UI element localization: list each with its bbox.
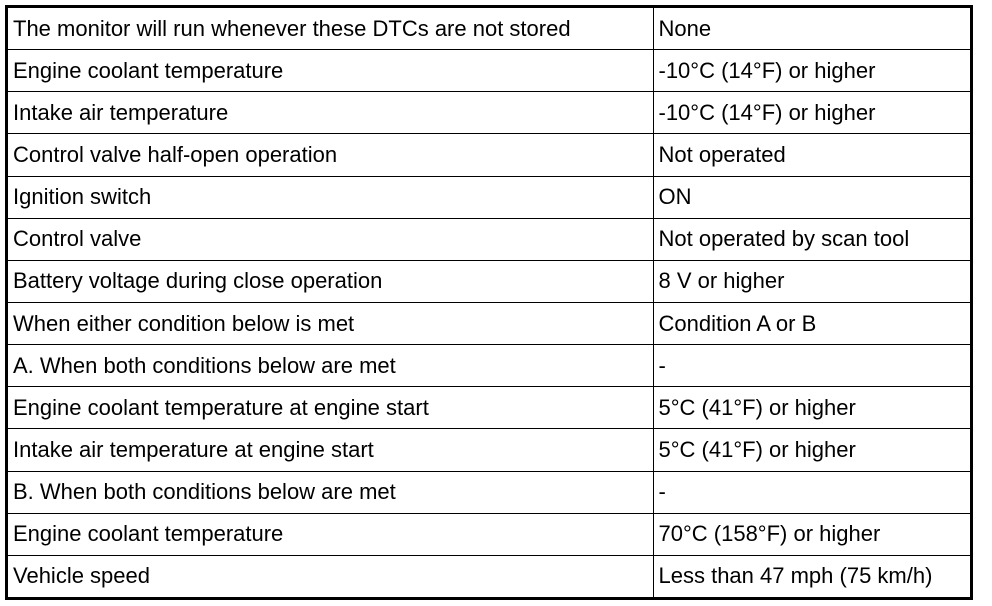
condition-value: Not operated — [653, 134, 970, 176]
condition-label: The monitor will run whenever these DTCs are not stored — [8, 8, 653, 50]
condition-value: Not operated by scan tool — [653, 218, 970, 260]
condition-label: Intake air temperature — [8, 92, 653, 134]
table-row — [8, 513, 970, 555]
monitor-conditions-table-frame — [5, 5, 973, 600]
table-row — [8, 260, 970, 302]
table-row — [8, 302, 970, 344]
condition-label: Vehicle speed — [8, 555, 653, 597]
condition-value: -10°C (14°F) or higher — [653, 92, 970, 134]
condition-value: 8 V or higher — [653, 260, 970, 302]
table-row — [8, 345, 970, 387]
table-row — [8, 471, 970, 513]
condition-label: Engine coolant temperature — [8, 513, 653, 555]
condition-label: When either condition below is met — [8, 302, 653, 344]
monitor-conditions-table — [8, 8, 970, 597]
condition-value: Condition A or B — [653, 302, 970, 344]
table-row — [8, 429, 970, 471]
table-row — [8, 50, 970, 92]
condition-label: A. When both conditions below are met — [8, 345, 653, 387]
condition-label: Engine coolant temperature at engine start — [8, 387, 653, 429]
condition-label: Battery voltage during close operation — [8, 260, 653, 302]
condition-label: Control valve — [8, 218, 653, 260]
condition-value: 5°C (41°F) or higher — [653, 429, 970, 471]
condition-value: ON — [653, 176, 970, 218]
condition-value: None — [653, 8, 970, 50]
condition-label: B. When both conditions below are met — [8, 471, 653, 513]
table-row — [8, 134, 970, 176]
condition-value: -10°C (14°F) or higher — [653, 50, 970, 92]
condition-label: Engine coolant temperature — [8, 50, 653, 92]
table-row — [8, 92, 970, 134]
condition-value: 70°C (158°F) or higher — [653, 513, 970, 555]
table-row — [8, 8, 970, 50]
condition-value: Less than 47 mph (75 km/h) — [653, 555, 970, 597]
table-row — [8, 176, 970, 218]
condition-label: Control valve half-open operation — [8, 134, 653, 176]
condition-label: Ignition switch — [8, 176, 653, 218]
condition-value: - — [653, 345, 970, 387]
condition-value: 5°C (41°F) or higher — [653, 387, 970, 429]
table-row — [8, 218, 970, 260]
table-row — [8, 555, 970, 597]
table-row — [8, 387, 970, 429]
condition-label: Intake air temperature at engine start — [8, 429, 653, 471]
condition-value: - — [653, 471, 970, 513]
